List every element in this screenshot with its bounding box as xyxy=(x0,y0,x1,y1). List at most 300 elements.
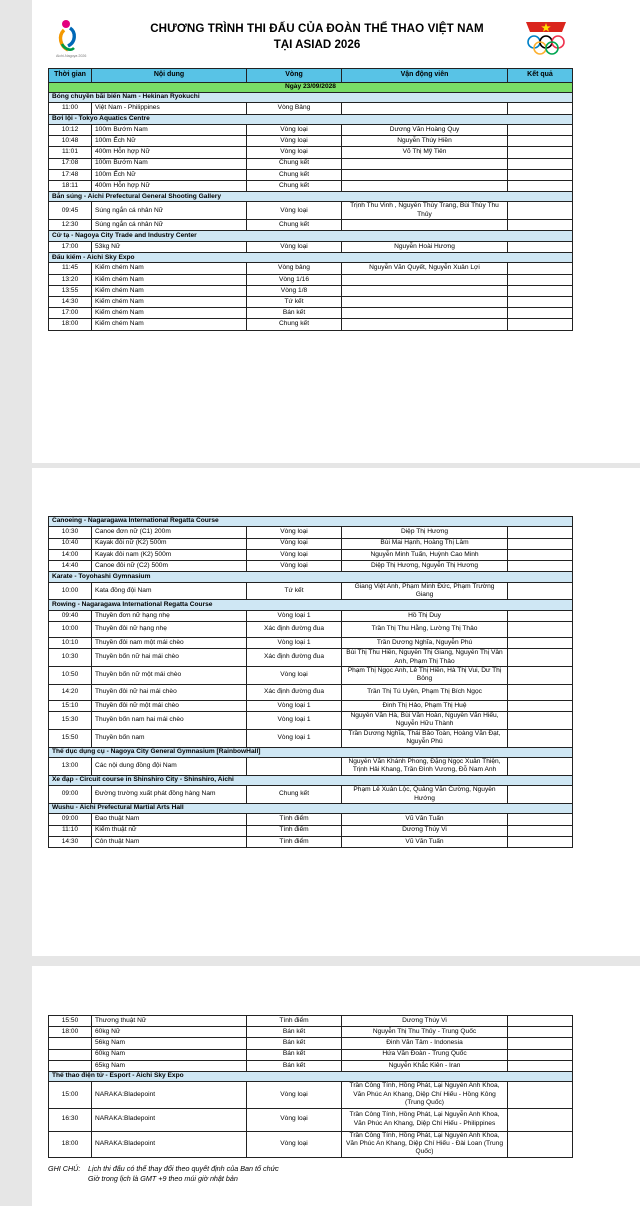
section-header-row xyxy=(49,572,573,582)
table-row xyxy=(49,1038,573,1049)
time-cell: 15:00 xyxy=(49,1082,92,1108)
result-cell xyxy=(508,1016,573,1027)
column-header-time: Thời gian xyxy=(49,69,92,83)
table-row xyxy=(49,825,573,836)
section-header-row xyxy=(49,192,573,202)
section-header-row xyxy=(49,517,573,527)
event-cell: NARAKA:Bladepoint xyxy=(92,1082,247,1108)
time-cell: 11:00 xyxy=(49,103,92,114)
table-row xyxy=(49,241,573,252)
event-cell: Thuyền bốn nữ một mái chèo xyxy=(92,666,247,684)
event-cell: Thương thuật Nữ xyxy=(92,1016,247,1027)
result-cell xyxy=(508,684,573,700)
table-row xyxy=(49,1082,573,1108)
section-title: Đấu kiếm - Aichi Sky Expo xyxy=(49,253,573,263)
result-cell xyxy=(508,560,573,571)
round-cell: Tính điểm xyxy=(247,814,342,825)
table-row xyxy=(49,202,573,220)
round-cell: Vòng loại xyxy=(247,527,342,538)
athletes-cell: Trần Công Tính, Hồng Phát, Lại Nguyễn Anh Khoa, Văn Phúc An Khang, Diệp Chí Hiếu - Hồng Kông (Trung Quốc) xyxy=(342,1082,508,1108)
date-row xyxy=(49,83,573,93)
result-cell xyxy=(508,814,573,825)
time-cell xyxy=(49,1049,92,1060)
table-row xyxy=(49,308,573,319)
table-row xyxy=(49,666,573,684)
table-row xyxy=(49,711,573,729)
date-label: Ngày 23/09/2028 xyxy=(49,83,573,93)
athletes-cell: Giang Việt Anh, Phạm Minh Đức, Phạm Trường Giang xyxy=(342,582,508,600)
round-cell: Vòng bảng xyxy=(247,263,342,274)
event-cell: Thuyền bốn nam xyxy=(92,729,247,747)
time-cell: 10:00 xyxy=(49,621,92,637)
section-header-row xyxy=(49,114,573,124)
round-cell: Vòng loại xyxy=(247,1131,342,1157)
round-cell: Vòng loại xyxy=(247,1108,342,1131)
table-row xyxy=(49,169,573,180)
athletes-cell: Đinh Văn Tâm - Indonesia xyxy=(342,1038,508,1049)
round-cell: Chung kết xyxy=(247,169,342,180)
athletes-cell: Vũ Văn Tuấn xyxy=(342,814,508,825)
schedule-page-1 xyxy=(32,0,640,463)
result-cell xyxy=(508,308,573,319)
round-cell: Tính điểm xyxy=(247,836,342,847)
round-cell: Xác định đường đua xyxy=(247,621,342,637)
result-cell xyxy=(508,637,573,648)
table-row xyxy=(49,549,573,560)
note-label: GHI CHÚ: xyxy=(48,1164,81,1173)
table-row xyxy=(49,124,573,135)
round-cell: Vòng loại xyxy=(247,241,342,252)
table-row xyxy=(49,684,573,700)
result-cell xyxy=(508,729,573,747)
event-cell: 100m Bướm Nam xyxy=(92,124,247,135)
table-row xyxy=(49,1108,573,1131)
result-cell xyxy=(508,158,573,169)
table-row xyxy=(49,836,573,847)
result-cell xyxy=(508,319,573,330)
page-header xyxy=(32,0,640,64)
athletes-cell xyxy=(342,297,508,308)
time-cell: 09:00 xyxy=(49,786,92,804)
event-cell: Thuyền đôi nữ một mái chèo xyxy=(92,700,247,711)
athletes-cell: Trần Thị Thu Hằng, Lường Thị Thảo xyxy=(342,621,508,637)
round-cell: Tứ kết xyxy=(247,582,342,600)
round-cell: Vòng Bảng xyxy=(247,103,342,114)
result-cell xyxy=(508,825,573,836)
time-cell: 10:00 xyxy=(49,582,92,600)
athletes-cell xyxy=(342,285,508,296)
section-header-row xyxy=(49,803,573,813)
result-cell xyxy=(508,124,573,135)
column-header-event: Nội dung xyxy=(92,69,247,83)
table-row xyxy=(49,621,573,637)
athletes-cell: Phạm Thị Ngọc Anh, Lê Thị Hiền, Hà Thị Vui, Dư Thị Bông xyxy=(342,666,508,684)
athletes-cell: Vũ Văn Tuấn xyxy=(342,836,508,847)
section-header-row xyxy=(49,747,573,757)
athletes-cell: Bùi Thị Thu Hiền, Nguyễn Thị Giang, Nguyễn Thị Vân Anh, Phạm Thị Thảo xyxy=(342,649,508,667)
schedule-page-2 xyxy=(32,468,640,956)
schedule-table xyxy=(48,68,573,331)
result-cell xyxy=(508,147,573,158)
time-cell: 13:20 xyxy=(49,274,92,285)
athletes-cell: Trần Dương Nghĩa, Nguyễn Phú xyxy=(342,637,508,648)
athletes-cell: Diệp Thị Hương xyxy=(342,527,508,538)
time-cell: 09:45 xyxy=(49,202,92,220)
column-header-round: Vòng xyxy=(247,69,342,83)
result-cell xyxy=(508,549,573,560)
round-cell: Chung kết xyxy=(247,158,342,169)
section-header-row xyxy=(49,600,573,610)
athletes-cell xyxy=(342,308,508,319)
round-cell: Vòng loại xyxy=(247,202,342,220)
vietnam-olympic-logo-icon xyxy=(522,18,570,58)
round-cell: Chung kết xyxy=(247,220,342,231)
column-header-result: Kết quả xyxy=(508,69,573,83)
section-title: Thể dục dụng cụ - Nagoya City General Gymnasium [RainbowHall] xyxy=(49,747,573,757)
athletes-cell xyxy=(342,274,508,285)
result-cell xyxy=(508,1027,573,1038)
athletes-cell: Phạm Lê Xuân Lộc, Quảng Văn Cường, Nguyễn Hướng xyxy=(342,786,508,804)
section-title: Cử tạ - Nagoya City Trade and Industry Center xyxy=(49,231,573,241)
result-cell xyxy=(508,202,573,220)
result-cell xyxy=(508,274,573,285)
result-cell xyxy=(508,297,573,308)
table-row xyxy=(49,1131,573,1157)
event-cell: Thuyền đơn nữ hạng nhẹ xyxy=(92,610,247,621)
athletes-cell: Trần Dương Nghĩa, Thái Bảo Toàn, Hoàng Văn Đạt, Nguyễn Phú xyxy=(342,729,508,747)
time-cell: 10:12 xyxy=(49,124,92,135)
time-cell: 11:10 xyxy=(49,825,92,836)
round-cell: Vòng loại xyxy=(247,136,342,147)
event-cell: Kayak đôi nữ (K2) 500m xyxy=(92,538,247,549)
event-cell: Thuyền đôi nữ hạng nhẹ xyxy=(92,621,247,637)
result-cell xyxy=(508,610,573,621)
athletes-cell xyxy=(342,220,508,231)
round-cell: Vòng loại xyxy=(247,538,342,549)
athletes-cell: Nguyễn Thị Thu Thủy - Trung Quốc xyxy=(342,1027,508,1038)
event-cell: 100m Ếch Nữ xyxy=(92,169,247,180)
time-cell: 14:00 xyxy=(49,549,92,560)
result-cell xyxy=(508,1049,573,1060)
result-cell xyxy=(508,786,573,804)
round-cell: Tứ kết xyxy=(247,297,342,308)
event-cell: Kiếm chém Nam xyxy=(92,263,247,274)
time-cell: 10:50 xyxy=(49,666,92,684)
table-row xyxy=(49,757,573,775)
round-cell: Bán kết xyxy=(247,1027,342,1038)
athletes-cell xyxy=(342,180,508,191)
event-cell: Canoe đơn nữ (C1) 200m xyxy=(92,527,247,538)
table-row xyxy=(49,786,573,804)
page-title: CHƯƠNG TRÌNH THI ĐẤU CỦA ĐOÀN THỂ THAO VIỆT NAM xyxy=(150,22,484,35)
time-cell: 10:48 xyxy=(49,136,92,147)
event-cell: Côn thuật Nam xyxy=(92,836,247,847)
table-row xyxy=(49,814,573,825)
table-row xyxy=(49,637,573,648)
result-cell xyxy=(508,169,573,180)
time-cell: 10:30 xyxy=(49,649,92,667)
time-cell: 16:30 xyxy=(49,1108,92,1131)
athletes-cell: Đinh Thị Hảo, Phạm Thị Huệ xyxy=(342,700,508,711)
athletes-cell: Trần Công Tính, Hồng Phát, Lại Nguyễn Anh Khoa, Văn Phúc An Khang, Diệp Chí Hiếu - Đài Loan (Trung Quốc) xyxy=(342,1131,508,1157)
time-cell: 15:30 xyxy=(49,711,92,729)
time-cell: 10:10 xyxy=(49,637,92,648)
time-cell: 18:00 xyxy=(49,1131,92,1157)
section-header-row xyxy=(49,231,573,241)
event-cell: 60kg Nam xyxy=(92,1049,247,1060)
table-row xyxy=(49,1016,573,1027)
schedule-table xyxy=(48,516,573,848)
schedule-note xyxy=(48,1164,279,1184)
round-cell: Chung kết xyxy=(247,786,342,804)
time-cell: 12:30 xyxy=(49,220,92,231)
event-cell: Súng ngắn cá nhân Nữ xyxy=(92,202,247,220)
athletes-cell: Dương Văn Hoàng Quy xyxy=(342,124,508,135)
athletes-cell: Trần Thị Tú Uyên, Phạm Thị Bích Ngọc xyxy=(342,684,508,700)
event-cell: 53kg Nữ xyxy=(92,241,247,252)
round-cell: Vòng loại xyxy=(247,666,342,684)
event-cell: Kiếm chém Nam xyxy=(92,274,247,285)
result-cell xyxy=(508,241,573,252)
athletes-cell: Dương Thúy Vi xyxy=(342,1016,508,1027)
event-cell: Đao thuật Nam xyxy=(92,814,247,825)
section-title: Wushu - Aichi Prefectural Martial Arts Hall xyxy=(49,803,573,813)
result-cell xyxy=(508,1131,573,1157)
table-row xyxy=(49,158,573,169)
section-title: Bơi lội - Tokyo Aquatics Centre xyxy=(49,114,573,124)
event-cell: NARAKA:Bladepoint xyxy=(92,1108,247,1131)
round-cell: Vòng 1/8 xyxy=(247,285,342,296)
round-cell: Bán kết xyxy=(247,308,342,319)
schedule-table xyxy=(48,1015,573,1158)
event-cell: Việt Nam - Philippines xyxy=(92,103,247,114)
result-cell xyxy=(508,582,573,600)
round-cell: Xác định đường đua xyxy=(247,649,342,667)
event-cell: Thuyền đôi nam một mái chèo xyxy=(92,637,247,648)
time-cell: 11:45 xyxy=(49,263,92,274)
table-row xyxy=(49,103,573,114)
time-cell: 18:11 xyxy=(49,180,92,191)
result-cell xyxy=(508,263,573,274)
result-cell xyxy=(508,700,573,711)
athletes-cell: Hồ Thị Duy xyxy=(342,610,508,621)
table-row xyxy=(49,180,573,191)
round-cell: Vòng loại xyxy=(247,560,342,571)
event-cell: Thuyền bốn nam hai mái chèo xyxy=(92,711,247,729)
time-cell xyxy=(49,1060,92,1071)
event-cell: Kiếm chém Nam xyxy=(92,319,247,330)
event-cell: 400m Hỗn hợp Nữ xyxy=(92,147,247,158)
section-title: Rowing - Nagaragawa International Regatta Course xyxy=(49,600,573,610)
event-cell: Kayak đôi nam (K2) 500m xyxy=(92,549,247,560)
time-cell: 15:50 xyxy=(49,1016,92,1027)
result-cell xyxy=(508,136,573,147)
athletes-cell: Nguyễn Minh Tuấn, Huỳnh Cao Minh xyxy=(342,549,508,560)
result-cell xyxy=(508,621,573,637)
event-cell: Thuyền bốn nữ hai mái chèo xyxy=(92,649,247,667)
time-cell: 11:01 xyxy=(49,147,92,158)
section-header-row xyxy=(49,1071,573,1081)
round-cell: Chung kết xyxy=(247,180,342,191)
event-cell: 100m Ếch Nữ xyxy=(92,136,247,147)
athletes-cell: Nguyễn Văn Hà, Bùi Văn Hoàn, Nguyễn Văn Hiếu, Nguyễn Hữu Thành xyxy=(342,711,508,729)
time-cell: 17:00 xyxy=(49,308,92,319)
athletes-cell: Trần Công Tính, Hồng Phát, Lại Nguyễn Anh Khoa, Văn Phúc An Khang, Diệp Chí Hiếu - Philippines xyxy=(342,1108,508,1131)
result-cell xyxy=(508,1108,573,1131)
athletes-cell xyxy=(342,103,508,114)
note-line-1: Lịch thi đấu có thể thay đổi theo quyết định của Ban tổ chức xyxy=(88,1164,279,1173)
event-cell: NARAKA:Bladepoint xyxy=(92,1131,247,1157)
result-cell xyxy=(508,836,573,847)
round-cell: Chung kết xyxy=(247,319,342,330)
section-header-row xyxy=(49,93,573,103)
athletes-cell: Nguyễn Hoài Hương xyxy=(342,241,508,252)
time-cell: 14:30 xyxy=(49,297,92,308)
table-row xyxy=(49,582,573,600)
round-cell: Vòng loại xyxy=(247,1082,342,1108)
table-row xyxy=(49,527,573,538)
round-cell xyxy=(247,757,342,775)
time-cell: 09:40 xyxy=(49,610,92,621)
event-cell: 400m Hỗn hợp Nữ xyxy=(92,180,247,191)
round-cell: Bán kết xyxy=(247,1038,342,1049)
result-cell xyxy=(508,220,573,231)
table-row xyxy=(49,538,573,549)
table-row xyxy=(49,263,573,274)
section-title: Canoeing - Nagaragawa International Regatta Course xyxy=(49,517,573,527)
athletes-cell xyxy=(342,169,508,180)
event-cell: Canoe đôi nữ (C2) 500m xyxy=(92,560,247,571)
table-row xyxy=(49,274,573,285)
table-row xyxy=(49,136,573,147)
time-cell: 10:30 xyxy=(49,527,92,538)
athletes-cell: Nguyễn Văn Khánh Phong, Đặng Ngọc Xuân Thiện, Trịnh Hải Khang, Trần Đình Vương, Đỗ Nam Anh xyxy=(342,757,508,775)
event-cell: Các nội dung đồng đội Nam xyxy=(92,757,247,775)
event-cell: Kiếm chém Nam xyxy=(92,308,247,319)
time-cell: 14:40 xyxy=(49,560,92,571)
result-cell xyxy=(508,103,573,114)
round-cell: Vòng loại 1 xyxy=(247,700,342,711)
event-cell: Kiếm chém Nam xyxy=(92,297,247,308)
time-cell: 14:30 xyxy=(49,836,92,847)
time-cell: 14:20 xyxy=(49,684,92,700)
note-line-2: Giờ trong lịch là GMT +9 theo múi giờ nhật bản xyxy=(88,1174,238,1183)
time-cell: 17:48 xyxy=(49,169,92,180)
athletes-cell: Hứa Văn Đoàn - Trung Quốc xyxy=(342,1049,508,1060)
section-title: Karate - Toyohashi Gymnasium xyxy=(49,572,573,582)
event-cell: 56kg Nam xyxy=(92,1038,247,1049)
event-cell: Kiếm chém Nam xyxy=(92,285,247,296)
event-cell: Kata đồng đội Nam xyxy=(92,582,247,600)
time-cell: 17:08 xyxy=(49,158,92,169)
event-cell: Đường trường xuất phát đồng hàng Nam xyxy=(92,786,247,804)
event-cell: Thuyền đôi nữ hai mái chèo xyxy=(92,684,247,700)
section-header-row xyxy=(49,775,573,785)
round-cell: Tính điểm xyxy=(247,1016,342,1027)
table-row xyxy=(49,649,573,667)
event-cell: 65kg Nam xyxy=(92,1060,247,1071)
round-cell: Vòng 1/16 xyxy=(247,274,342,285)
section-title: Thể thao điện tử - Esport - Aichi Sky Expo xyxy=(49,1071,573,1081)
athletes-cell: Bùi Mai Hạnh, Hoàng Thị Lâm xyxy=(342,538,508,549)
table-row xyxy=(49,285,573,296)
time-cell: 13:55 xyxy=(49,285,92,296)
result-cell xyxy=(508,285,573,296)
event-cell: 100m Bướm Nam xyxy=(92,158,247,169)
time-cell: 09:00 xyxy=(49,814,92,825)
result-cell xyxy=(508,757,573,775)
athletes-cell: Dương Thúy Vi xyxy=(342,825,508,836)
table-row xyxy=(49,560,573,571)
round-cell: Xác định đường đua xyxy=(247,684,342,700)
round-cell: Vòng loại 1 xyxy=(247,637,342,648)
result-cell xyxy=(508,538,573,549)
athletes-cell xyxy=(342,319,508,330)
round-cell: Vòng loại 1 xyxy=(247,729,342,747)
section-header-row xyxy=(49,253,573,263)
table-row xyxy=(49,220,573,231)
athletes-cell: Nguyễn Văn Quyết, Nguyễn Xuân Lợi xyxy=(342,263,508,274)
athletes-cell: Diệp Thị Hương, Nguyễn Thị Hương xyxy=(342,560,508,571)
event-cell: 60kg Nữ xyxy=(92,1027,247,1038)
table-row xyxy=(49,1027,573,1038)
result-cell xyxy=(508,666,573,684)
round-cell: Tính điểm xyxy=(247,825,342,836)
table-row xyxy=(49,729,573,747)
table-row xyxy=(49,610,573,621)
round-cell: Vòng loại 1 xyxy=(247,711,342,729)
round-cell: Vòng loại xyxy=(247,147,342,158)
round-cell: Vòng loại xyxy=(247,124,342,135)
table-row xyxy=(49,147,573,158)
result-cell xyxy=(508,1082,573,1108)
time-cell: 15:10 xyxy=(49,700,92,711)
event-cell: Súng ngắn cá nhân Nữ xyxy=(92,220,247,231)
section-title: Bóng chuyền bãi biển Nam - Hekinan Ryokuchi xyxy=(49,93,573,103)
page-subtitle: TẠI ASIAD 2026 xyxy=(273,38,361,51)
event-cell: Kiếm thuật nữ xyxy=(92,825,247,836)
section-title: Bắn súng - Aichi Prefectural General Shooting Gallery xyxy=(49,192,573,202)
time-cell: 10:40 xyxy=(49,538,92,549)
result-cell xyxy=(508,711,573,729)
round-cell: Vòng loại xyxy=(247,549,342,560)
result-cell xyxy=(508,527,573,538)
section-title: Xe đạp - Circuit course in Shinshiro City - Shinshiro, Aichi xyxy=(49,775,573,785)
result-cell xyxy=(508,1038,573,1049)
athletes-cell: Võ Thị Mỹ Tiên xyxy=(342,147,508,158)
column-header-athletes: Vận động viên xyxy=(342,69,508,83)
asian-games-logo-icon xyxy=(54,14,114,60)
athletes-cell: Trịnh Thu Vinh , Nguyễn Thùy Trang, Bùi Thùy Thu Thủy xyxy=(342,202,508,220)
table-header-row xyxy=(49,69,573,83)
athletes-cell: Nguyễn Thúy Hiền xyxy=(342,136,508,147)
time-cell: 18:00 xyxy=(49,319,92,330)
time-cell: 15:50 xyxy=(49,729,92,747)
table-row xyxy=(49,700,573,711)
round-cell: Bán kết xyxy=(247,1049,342,1060)
result-cell xyxy=(508,180,573,191)
time-cell: 18:00 xyxy=(49,1027,92,1038)
time-cell: 17:00 xyxy=(49,241,92,252)
table-row xyxy=(49,319,573,330)
table-row xyxy=(49,1049,573,1060)
athletes-cell xyxy=(342,158,508,169)
table-row xyxy=(49,1060,573,1071)
round-cell: Bán kết xyxy=(247,1060,342,1071)
round-cell: Vòng loại 1 xyxy=(247,610,342,621)
time-cell xyxy=(49,1038,92,1049)
schedule-page-3 xyxy=(32,966,640,1206)
